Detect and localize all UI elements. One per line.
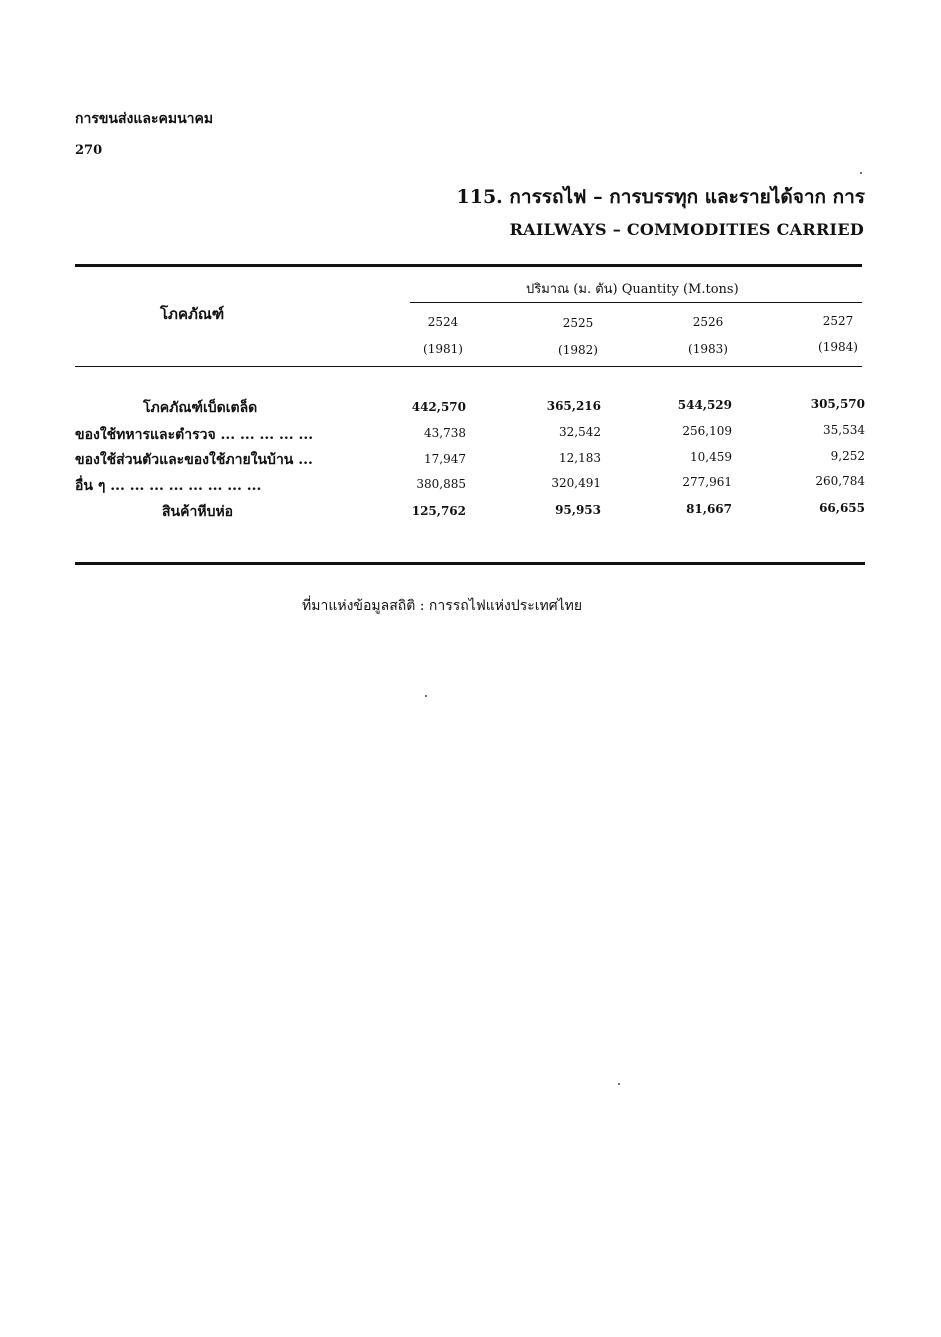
table-cell: 260,784 [815, 474, 865, 488]
table-bottom-rule [75, 562, 865, 565]
table-cell: 442,570 [411, 400, 466, 414]
section-header: การขนส่งและคมนาคม [75, 111, 214, 127]
row-label: อื่น ๆ ... ... ... ... ... ... ... ... [75, 478, 262, 494]
row-label: สินค้าหีบห่อ [162, 504, 234, 520]
table-cell: 9,252 [830, 449, 865, 463]
table-cell: 365,216 [546, 399, 601, 413]
year-be-2525: 2525 [562, 316, 594, 330]
table-cell: 43,738 [424, 426, 466, 440]
year-ce-1982: (1982) [558, 343, 598, 357]
year-ce-1981: (1981) [423, 342, 463, 356]
table-cell: 277,961 [682, 475, 732, 489]
row-label: ของใช้ทหารและตำรวจ ... ... ... ... ... [75, 427, 314, 443]
table-cell: 125,762 [411, 504, 466, 518]
table-cell: 305,570 [810, 397, 865, 411]
table-cell: 10,459 [690, 450, 732, 464]
table-cell: 17,947 [424, 452, 466, 466]
year-be-2527: 2527 [822, 314, 854, 328]
table-cell: 544,529 [677, 398, 732, 412]
table-cell: 32,542 [559, 425, 601, 439]
table-top-rule [75, 264, 862, 267]
table-cell: 380,885 [416, 477, 466, 491]
table-cell: 81,667 [686, 502, 732, 516]
table-cell: 256,109 [682, 424, 732, 438]
table-cell: 95,953 [555, 503, 601, 517]
year-be-2524: 2524 [427, 315, 459, 329]
table-cell: 35,534 [823, 423, 865, 437]
scan-speck [860, 172, 862, 174]
scan-speck [425, 695, 427, 697]
row-label: ของใช้ส่วนตัวและของใช้ภายในบ้าน ... [75, 452, 313, 468]
units-header: ปริมาณ (ม. ตัน) Quantity (M.tons) [526, 282, 739, 297]
scan-speck [618, 1083, 620, 1085]
units-header-rule [410, 302, 862, 303]
source-note: ที่มาแห่งข้อมูลสถิติ : การรถไฟแห่งประเทศไทย [302, 598, 583, 614]
row-label: โภคภัณฑ์เบ็ดเตล็ด [143, 400, 258, 416]
page-number: 270 [75, 143, 103, 158]
stub-header: โภคภัณฑ์ [160, 305, 225, 323]
year-ce-1984: (1984) [818, 340, 858, 354]
header-bottom-rule [75, 366, 862, 367]
year-be-2526: 2526 [692, 315, 724, 329]
table-cell: 320,491 [551, 476, 601, 490]
year-ce-1983: (1983) [688, 342, 728, 356]
table-cell: 66,655 [819, 501, 865, 515]
table-title-english: RAILWAYS – COMMODITIES CARRIED [509, 220, 864, 239]
table-title-thai: 115. การรถไฟ – การบรรทุก และรายได้จาก การ [456, 186, 865, 208]
table-cell: 12,183 [559, 451, 601, 465]
